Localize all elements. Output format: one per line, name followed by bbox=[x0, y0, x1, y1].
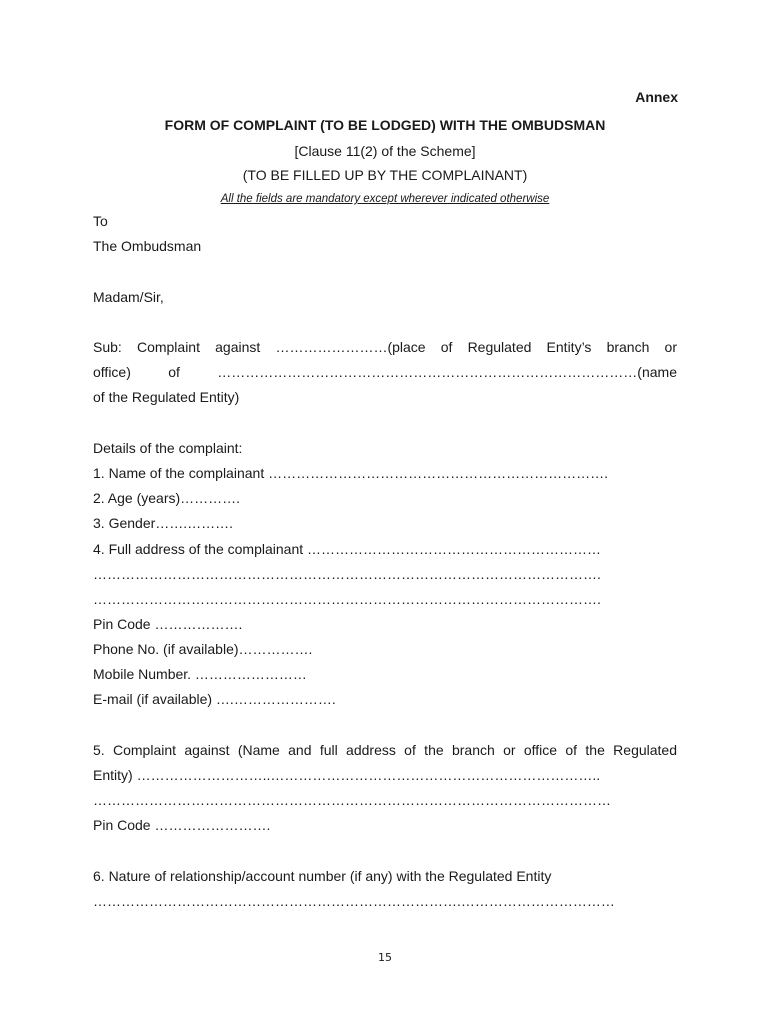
annex-label: Annex bbox=[635, 89, 678, 105]
details-heading: Details of the complaint: bbox=[93, 440, 243, 456]
filled-by-note: (TO BE FILLED UP BY THE COMPLAINANT) bbox=[242, 167, 528, 183]
complaint-pin-code-field: Pin Code ……………………. bbox=[93, 817, 271, 833]
email-field: E-mail (if available) ….…………………. bbox=[93, 691, 336, 707]
relationship-line-2: …………………………………………………………………….…………………………… bbox=[93, 893, 615, 909]
to-label: To bbox=[93, 213, 108, 229]
phone-field: Phone No. (if available)……………. bbox=[93, 641, 313, 657]
subject-line-2: office) of ………………………………………………………………………………(name bbox=[93, 364, 677, 380]
address-field-line-1: 4. Full address of the complainant ……………………………………………………… bbox=[93, 541, 602, 557]
salutation: Madam/Sir, bbox=[93, 289, 164, 305]
page-number: 15 bbox=[378, 951, 392, 964]
recipient: The Ombudsman bbox=[93, 238, 202, 254]
gender-field: 3. Gender…….………. bbox=[93, 515, 234, 531]
mobile-field: Mobile Number. …………………… bbox=[93, 666, 307, 682]
age-field: 2. Age (years)…………. bbox=[93, 490, 241, 506]
relationship-line-1: 6. Nature of relationship/account number (if any) with the Regulated Entity bbox=[93, 868, 552, 884]
form-title: FORM OF COMPLAINT (TO BE LODGED) WITH THE OMBUDSMAN bbox=[164, 117, 606, 133]
complainant-name-field: 1. Name of the complainant ………………………………………………………………. bbox=[93, 465, 608, 481]
address-field-line-2: ………………………………………………………………………………………………. bbox=[93, 566, 601, 582]
subject-line-3: of the Regulated Entity) bbox=[93, 389, 240, 405]
mandatory-fields-note: All the fields are mandatory except wherever indicated otherwise bbox=[220, 193, 550, 205]
subject-line-1: Sub: Complaint against ……………………(place of Regulated Entity’s branch or bbox=[93, 339, 677, 355]
complaint-against-line-2: Entity) ………………………..…………………………………………………………….. bbox=[93, 767, 601, 783]
clause-reference: [Clause 11(2) of the Scheme] bbox=[294, 143, 476, 159]
complaint-against-line-1: 5. Complaint against (Name and full address of the branch or office of the Regulated bbox=[93, 742, 677, 758]
complaint-against-line-3: ………………………………………………………………………………………………… bbox=[93, 792, 611, 808]
address-field-line-3: ………………………………………………………………………………………………. bbox=[93, 591, 601, 607]
pin-code-field: Pin Code ………………. bbox=[93, 616, 243, 632]
